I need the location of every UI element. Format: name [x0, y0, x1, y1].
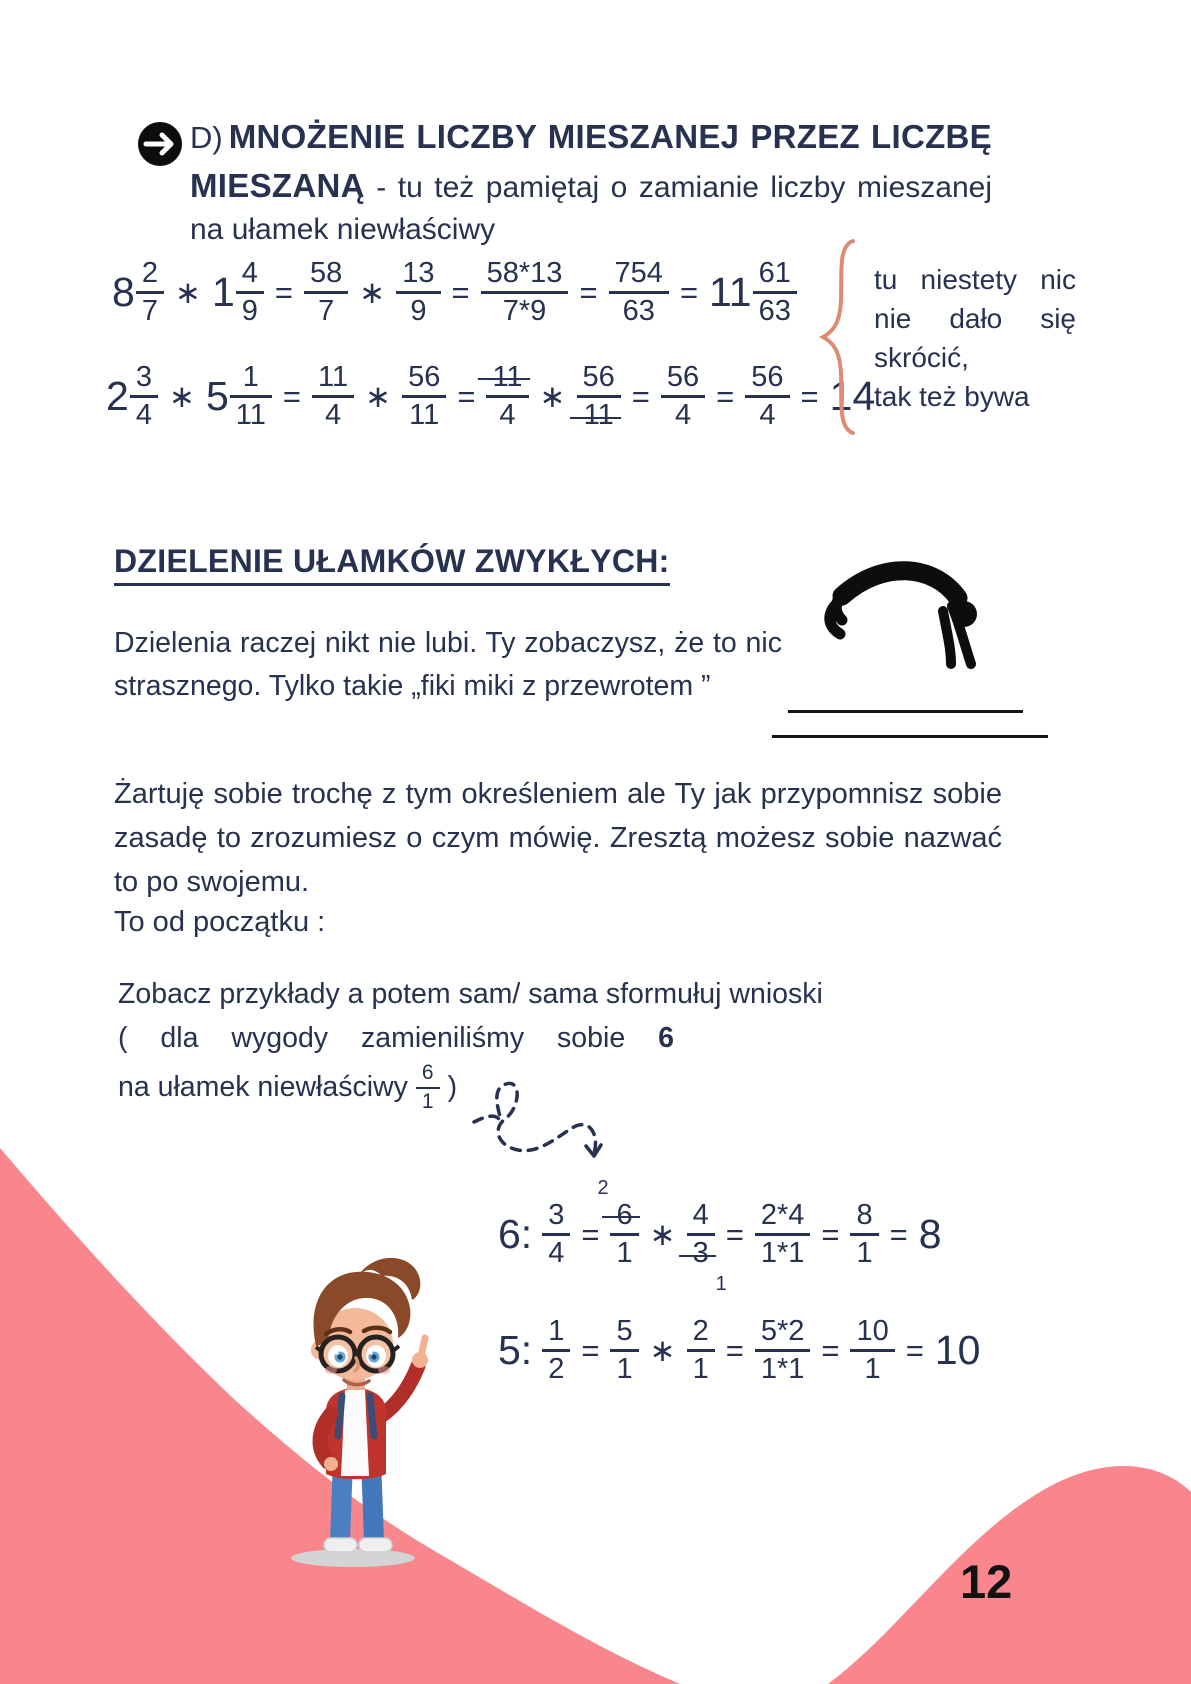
fraction-bar: [236, 291, 264, 294]
operator: =: [581, 1216, 600, 1252]
fraction: [304, 258, 348, 328]
denominator: 11: [409, 399, 440, 432]
denominator: 11: [235, 399, 266, 432]
whole-number: 5: [205, 373, 229, 420]
denominator: 1: [616, 1353, 633, 1386]
numerator: 6: [610, 1200, 638, 1231]
numerator: 754: [614, 257, 663, 289]
operator: =: [821, 1216, 840, 1252]
fraction-bar: [753, 291, 797, 294]
fraction-bar: [396, 291, 440, 294]
fraction: [130, 362, 158, 432]
operator: =: [579, 274, 598, 310]
fraction: [396, 258, 440, 328]
ground-line: [788, 710, 1023, 713]
mixed-number: [112, 258, 164, 328]
denominator: 1: [692, 1353, 709, 1386]
operator: =: [716, 378, 735, 414]
cancel-superscript: 2: [597, 1177, 609, 1199]
fraction: [136, 258, 164, 328]
fraction-bar: [230, 395, 272, 398]
numerator: 56: [408, 361, 441, 393]
fraction: [687, 1316, 715, 1386]
denominator: 4: [674, 399, 692, 432]
numerator: 5: [616, 1315, 633, 1347]
denominator: 4: [499, 399, 516, 432]
operator: ∗: [649, 1216, 676, 1252]
denominator: 1*1: [760, 1353, 805, 1386]
operator: =: [451, 274, 470, 310]
fraction: [850, 1200, 878, 1270]
numerator: 58*13: [486, 257, 563, 289]
fraction: [402, 362, 446, 432]
side-note-line: skrócić,: [874, 342, 969, 373]
page-number: 12: [960, 1555, 1013, 1608]
fraction-bar: [609, 291, 669, 294]
numerator: 4: [241, 257, 258, 289]
denominator: 1: [864, 1353, 881, 1386]
section-d-title-line2: MIESZANĄ - tu też pamiętaj o zamianie liczby mieszanej: [190, 167, 992, 204]
fraction: [486, 362, 528, 432]
fraction-bar: [136, 291, 164, 294]
fraction: [755, 1200, 811, 1270]
denominator: 4: [548, 1237, 565, 1270]
numerator: 56: [751, 361, 784, 393]
fraction: [610, 1316, 638, 1386]
section-d-title-line3: na ułamek niewłaściwy: [190, 213, 496, 246]
fraction: [542, 1316, 570, 1386]
fraction: [687, 1199, 727, 1296]
operator: =: [800, 378, 819, 414]
fraction-bar: [312, 395, 354, 398]
denominator: 7*9: [502, 295, 547, 328]
operator: =: [889, 1216, 908, 1252]
fraction-bar: [130, 395, 158, 398]
whole-number: 2: [106, 373, 129, 420]
denominator: 63: [622, 295, 655, 328]
operator: ∗: [539, 378, 566, 414]
division-section-heading: DZIELENIE UŁAMKÓW ZWYKŁYCH:: [114, 543, 670, 586]
denominator: 3: [687, 1238, 715, 1269]
numerator: 2: [692, 1315, 709, 1347]
whole-number: 8: [112, 269, 135, 316]
operator: =: [725, 1216, 744, 1252]
denominator: 4: [135, 399, 152, 432]
denominator: 11: [578, 400, 620, 431]
bold-six: 6: [658, 1022, 674, 1054]
fraction-bar: [610, 1233, 638, 1236]
number: 8: [918, 1211, 942, 1258]
operator: =: [631, 378, 650, 414]
fraction-bar: [304, 291, 348, 294]
mixed-number: [206, 362, 272, 432]
examples-intro-line1: Zobacz przykłady a potem sam/ sama sformułuj wnioski: [118, 978, 823, 1010]
numerator: 2*4: [760, 1199, 805, 1231]
examples-intro-line2: ( dla wygody zamieniliśmy sobie 6: [118, 1022, 674, 1054]
examples-intro-line3: na ułamek niewłaściwy $\frac{6}{1}$ ): [118, 1061, 458, 1113]
fraction: [755, 1316, 811, 1386]
section-d-heading: [190, 116, 992, 251]
numerator: 1: [548, 1315, 565, 1347]
division-intro-paragraph: Dzielenia raczej nikt nie lubi. Ty zobaczysz, że to nic strasznego. Tylko takie „fiki miki z przewrotem ”: [114, 627, 782, 702]
cartoon-boy-pointing: [238, 1196, 473, 1571]
operator: ∗: [649, 1332, 676, 1368]
denominator: 4: [324, 399, 342, 432]
whole-number: 1: [211, 269, 235, 316]
arrow-right-circle-icon: [136, 120, 184, 168]
denominator: 9: [410, 295, 427, 328]
denominator: 2: [548, 1353, 565, 1386]
operator: =: [821, 1332, 840, 1368]
fraction: [609, 258, 669, 328]
side-note: [874, 260, 1076, 416]
person-backflip-icon: [800, 548, 1040, 680]
fraction-bar: [610, 1349, 638, 1352]
fraction: [661, 362, 705, 432]
numerator: 11: [486, 362, 528, 393]
operator: =: [725, 1332, 744, 1368]
denominator: 9: [241, 295, 258, 328]
fraction: [481, 258, 569, 328]
curly-brace: [815, 238, 861, 436]
cancel-subscript: 1: [715, 1273, 727, 1296]
equation-division-2: [498, 1316, 980, 1386]
fraction: [753, 258, 797, 328]
operator: =: [274, 274, 293, 310]
denominator: 1: [616, 1237, 633, 1270]
number: 10: [934, 1327, 981, 1374]
numerator: 10: [856, 1315, 889, 1347]
mixed-number: [106, 362, 158, 432]
ground-line: [772, 735, 1048, 738]
side-note-line: nie dało się: [874, 303, 1076, 334]
fraction-six-over-one: $\frac{6}{1}$: [416, 1062, 440, 1113]
numerator: 3: [135, 361, 152, 393]
denominator: 7: [318, 295, 335, 328]
fraction: [230, 362, 272, 432]
numerator: 3: [548, 1199, 565, 1231]
fraction-bar: [577, 395, 621, 398]
denominator: 63: [758, 295, 791, 328]
fraction-bar: [755, 1233, 811, 1236]
joke-paragraph: Żartuję sobie trochę z tym określeniem ale Ty jak przypomnisz sobie zasadę to zrozumiesz o czym mówię. Zresztą możesz sobie nazwać to po swojemu.: [114, 778, 1002, 898]
number: 5:: [498, 1327, 533, 1374]
numerator: 2: [141, 257, 158, 289]
numerator: 8: [856, 1199, 873, 1231]
fraction: [312, 362, 354, 432]
fraction: [850, 1316, 894, 1386]
fraction-bar: [486, 395, 528, 398]
fraction-bar: [687, 1233, 715, 1236]
operator: =: [679, 274, 699, 310]
fraction: [577, 362, 621, 432]
mixed-number: [709, 258, 797, 328]
fraction: [542, 1200, 570, 1270]
whole-number: 11: [709, 269, 752, 316]
denominator: 1*1: [760, 1237, 805, 1270]
fraction-bar: [755, 1349, 811, 1352]
from-beginning-line: To od początku :: [114, 906, 326, 938]
numerator: 5*2: [760, 1315, 805, 1347]
fraction-bar: [481, 291, 569, 294]
equation-mixed-multiplication-1: [112, 258, 797, 328]
fraction-bar: [745, 395, 789, 398]
number: 6:: [498, 1211, 533, 1258]
fraction: [236, 258, 264, 328]
numerator: 56: [666, 361, 700, 393]
operator: ∗: [365, 378, 392, 414]
section-marker: D): [190, 120, 223, 155]
fraction-bar: [850, 1233, 878, 1236]
numerator: 61: [758, 257, 791, 289]
numerator: 56: [582, 361, 615, 393]
operator: ∗: [168, 378, 195, 414]
fraction-bar: [850, 1349, 894, 1352]
denominator: 1: [856, 1237, 873, 1270]
fraction-bar: [402, 395, 446, 398]
fraction-bar: [661, 395, 705, 398]
side-note-line: tu niestety nic: [874, 264, 1076, 295]
operator: =: [581, 1332, 600, 1368]
denominator: 7: [141, 295, 158, 328]
operator: ∗: [359, 274, 386, 310]
operator: =: [282, 378, 301, 414]
fraction: [597, 1177, 638, 1270]
operator: ∗: [174, 274, 201, 310]
section-d-title-line1: D) MNOŻENIE LICZBY MIESZANEJ PRZEZ LICZBĘ: [190, 118, 992, 155]
fraction-bar: [542, 1349, 570, 1352]
numerator: 4: [692, 1199, 709, 1231]
fraction-bar: [687, 1349, 715, 1352]
numerator: 1: [242, 361, 259, 393]
mixed-number: [212, 258, 264, 328]
fraction-bar: [542, 1233, 570, 1236]
operator: =: [457, 378, 476, 414]
dashed-curved-arrow-icon: [468, 1066, 626, 1184]
numerator: 58: [310, 257, 343, 289]
number: 14: [829, 373, 876, 420]
operator: =: [905, 1332, 924, 1368]
numerator: 13: [402, 257, 435, 289]
equation-division-1: [498, 1177, 942, 1296]
fraction: [745, 362, 789, 432]
numerator: 11: [317, 361, 349, 393]
denominator: 4: [759, 399, 776, 432]
equation-mixed-multiplication-2: [106, 362, 875, 432]
side-note-line: tak też bywa: [874, 381, 1030, 412]
